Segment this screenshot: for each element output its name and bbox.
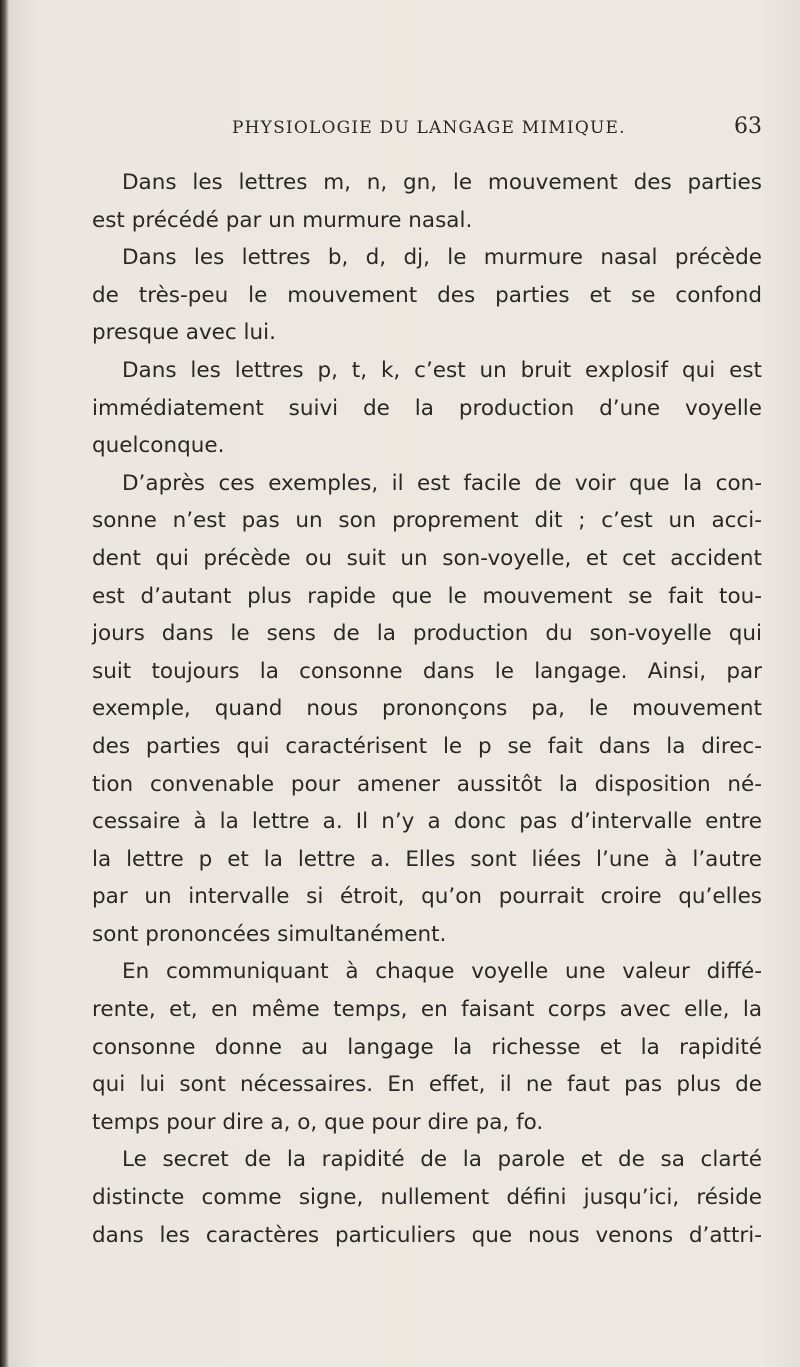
binding-shadow <box>0 0 9 1367</box>
text-line: dans les caractères particuliers que nous venons d’attri- <box>92 1222 762 1248</box>
text-line: Le secret de la rapidité de la parole et de sa clarté <box>122 1147 762 1173</box>
text-line: Dans les lettres b, d, dj, le murmure nasal précède <box>122 245 762 271</box>
text-line: par un intervalle si étroit, qu’on pourrait croire qu’elles <box>92 884 762 910</box>
text-line: la lettre p et la lettre a. Elles sont liées l’une à l’autre <box>92 846 762 872</box>
running-head <box>92 114 762 144</box>
text-line: cessaire à la lettre a. Il n’y a donc pas d’intervalle entre <box>92 809 762 835</box>
text-line: En communiquant à chaque voyelle une valeur diffé- <box>122 959 762 985</box>
text-line: Dans les lettres p, t, k, c’est un bruit explosif qui est <box>122 357 762 383</box>
text-line: sonne n’est pas un son proprement dit ; c’est un acci- <box>92 508 762 534</box>
text-line: dent qui précède ou suit un son-voyelle, et cet accident <box>92 545 762 571</box>
text-line: sont prononcées simultanément. <box>92 921 447 947</box>
body-text <box>92 164 762 1254</box>
text-line: quelconque. <box>92 433 225 459</box>
text-line: consonne donne au langage la richesse et la rapidité <box>92 1034 762 1060</box>
text-line: suit toujours la consonne dans le langage. Ainsi, par <box>92 658 762 684</box>
text-line: temps pour dire a, o, que pour dire pa, fo. <box>92 1109 544 1135</box>
page-number: 63 <box>734 114 762 139</box>
text-line: Dans les lettres m, n, gn, le mouvement des parties <box>122 170 762 195</box>
text-line: exemple, quand nous prononçons pa, le mouvement <box>92 696 762 722</box>
text-line: immédiatement suivi de la production d’une voyelle <box>92 395 762 421</box>
text-line: est précédé par un murmure nasal. <box>92 207 473 233</box>
text-line: distincte comme signe, nullement défini jusqu’ici, réside <box>92 1185 762 1211</box>
text-line: est d’autant plus rapide que le mouvement se fait tou- <box>92 583 762 609</box>
text-line: des parties qui caractérisent le p se fait dans la direc- <box>92 733 762 759</box>
text-line: rente, et, en même temps, en faisant corps avec elle, la <box>92 997 762 1023</box>
text-line: jours dans le sens de la production du son-voyelle qui <box>92 621 762 647</box>
text-line: D’après ces exemples, il est facile de voir que la con- <box>122 470 762 496</box>
text-line: qui lui sont nécessaires. En effet, il ne faut pas plus de <box>92 1072 762 1098</box>
running-title: PHYSIOLOGIE DU LANGAGE MIMIQUE. <box>232 118 626 138</box>
text-line: tion convenable pour amener aussitôt la disposition né- <box>92 771 762 797</box>
text-line: presque avec lui. <box>92 320 276 346</box>
text-line: de très-peu le mouvement des parties et se confond <box>92 282 762 308</box>
